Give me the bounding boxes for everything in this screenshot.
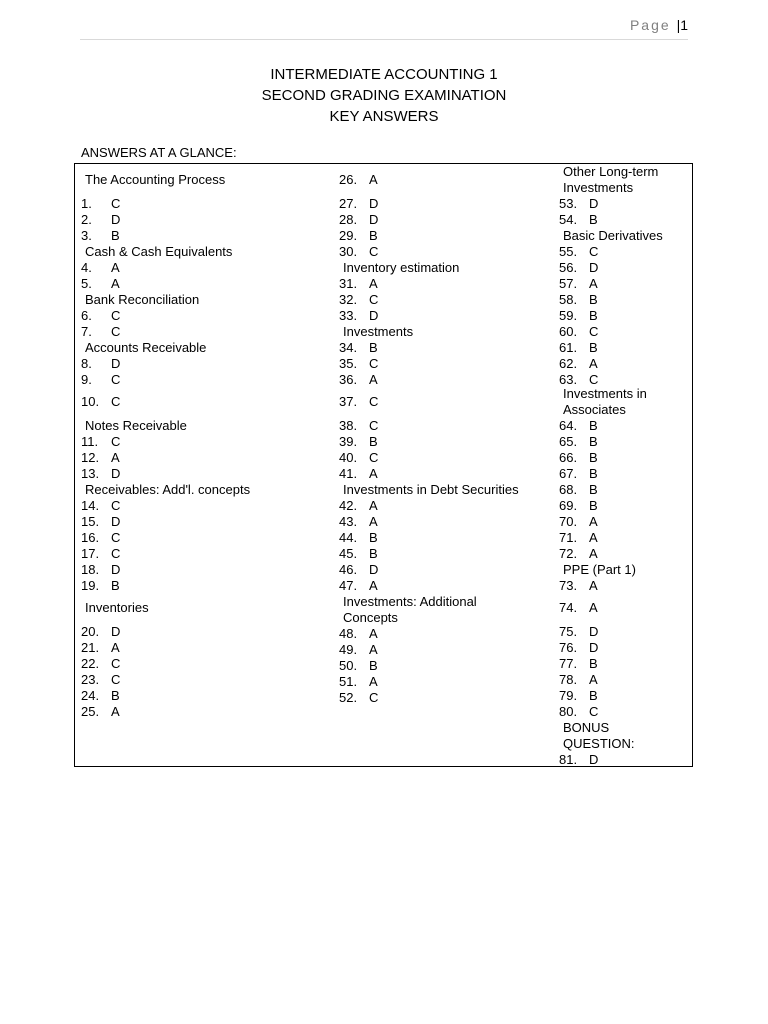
answer-item	[339, 514, 378, 530]
answer-letter: B	[111, 688, 120, 703]
question-number: 58.	[559, 292, 578, 307]
answer-item	[559, 260, 598, 276]
answer-letter: A	[369, 674, 378, 689]
question-number: 35.	[339, 356, 358, 371]
answer-letter: D	[589, 624, 599, 639]
answer-item	[81, 498, 120, 514]
answer-item	[81, 578, 120, 594]
answer-item	[339, 466, 378, 482]
answer-letter: A	[589, 514, 598, 529]
answer-item	[339, 674, 378, 690]
question-number: 70.	[559, 514, 578, 529]
answer-item	[559, 308, 598, 324]
section-heading: Inventories	[85, 600, 149, 615]
answer-letter: C	[369, 244, 379, 259]
question-number: 15.	[81, 514, 100, 529]
answer-letter: B	[111, 228, 120, 243]
question-number: 22.	[81, 656, 100, 671]
answer-table	[74, 163, 693, 767]
answer-letter: D	[589, 640, 599, 655]
answer-item	[81, 434, 120, 450]
answer-letter: B	[369, 530, 378, 545]
answer-item	[339, 340, 378, 356]
answer-item	[81, 704, 120, 720]
answer-item	[81, 546, 120, 562]
answer-letter: A	[111, 640, 120, 655]
question-number: 80.	[559, 704, 578, 719]
answer-item	[559, 498, 598, 514]
answer-item	[339, 356, 378, 372]
question-number: 46.	[339, 562, 358, 577]
question-number: 34.	[339, 340, 358, 355]
question-number: 12.	[81, 450, 100, 465]
question-number: 71.	[559, 530, 578, 545]
answer-letter: C	[369, 356, 379, 371]
answer-letter: D	[589, 260, 599, 275]
answer-letter: B	[589, 418, 598, 433]
title-line: SECOND GRADING EXAMINATION	[261, 87, 507, 104]
answer-item	[81, 228, 120, 244]
answer-item	[339, 434, 378, 450]
answer-letter: B	[589, 212, 598, 227]
question-number: 74.	[559, 600, 578, 615]
question-number: 4.	[81, 260, 92, 275]
answer-letter: B	[369, 546, 378, 561]
answer-letter: A	[369, 172, 378, 187]
section-label: ANSWERS AT A GLANCE:	[81, 145, 237, 160]
section-heading: Investments in Debt Securities	[343, 482, 519, 497]
answer-item	[559, 244, 598, 260]
answer-letter: A	[111, 450, 120, 465]
answer-item	[339, 562, 378, 578]
question-number: 40.	[339, 450, 358, 465]
title-line: INTERMEDIATE ACCOUNTING 1	[270, 66, 498, 83]
question-number: 51.	[339, 674, 358, 689]
question-number: 30.	[339, 244, 358, 259]
section-heading: BONUS	[563, 720, 610, 735]
answer-item	[559, 752, 598, 768]
question-number: 57.	[559, 276, 578, 291]
answer-item	[339, 394, 378, 410]
question-number: 69.	[559, 498, 578, 513]
question-number: 52.	[339, 690, 358, 705]
answer-letter: C	[111, 196, 121, 211]
answer-letter: B	[589, 466, 598, 481]
answer-letter: C	[369, 394, 379, 409]
answer-letter: A	[369, 466, 378, 481]
answer-item	[339, 196, 378, 212]
answer-item	[339, 658, 378, 674]
answer-item	[559, 196, 598, 212]
answer-letter: B	[589, 656, 598, 671]
page-header	[80, 17, 688, 40]
answer-letter: B	[111, 578, 120, 593]
answer-letter: C	[111, 498, 121, 513]
question-number: 79.	[559, 688, 578, 703]
answer-item	[559, 356, 598, 372]
question-number: 32.	[339, 292, 358, 307]
answer-letter: D	[111, 514, 121, 529]
page-number: 1	[680, 17, 688, 33]
answer-item	[559, 624, 598, 640]
section-heading: Receivables: Add'l. concepts	[85, 482, 251, 497]
question-number: 26.	[339, 172, 358, 187]
answer-item	[81, 656, 120, 672]
question-number: 65.	[559, 434, 578, 449]
answer-letter: A	[369, 514, 378, 529]
section-heading: QUESTION:	[563, 736, 635, 751]
question-number: 36.	[339, 372, 358, 387]
question-number: 61.	[559, 340, 578, 355]
question-number: 2.	[81, 212, 92, 227]
answer-letter: A	[369, 626, 378, 641]
question-number: 41.	[339, 466, 358, 481]
answer-letter: A	[589, 356, 598, 371]
answer-letter: D	[111, 466, 121, 481]
answer-item	[81, 450, 120, 466]
answer-item	[559, 276, 598, 292]
question-number: 3.	[81, 228, 92, 243]
question-number: 37.	[339, 394, 358, 409]
answer-item	[559, 292, 598, 308]
answer-letter: D	[111, 624, 121, 639]
question-number: 53.	[559, 196, 578, 211]
answer-letter: B	[589, 482, 598, 497]
answer-item	[559, 324, 598, 340]
answer-item	[339, 212, 378, 228]
answer-letter: B	[589, 340, 598, 355]
answer-letter: C	[369, 418, 379, 433]
section-heading: Basic Derivatives	[563, 228, 663, 243]
answer-letter: C	[111, 308, 121, 323]
answer-letter: A	[369, 578, 378, 593]
question-number: 38.	[339, 418, 358, 433]
question-number: 43.	[339, 514, 358, 529]
question-number: 16.	[81, 530, 100, 545]
answer-item	[81, 196, 120, 212]
question-number: 60.	[559, 324, 578, 339]
answer-item	[339, 498, 378, 514]
question-number: 67.	[559, 466, 578, 481]
section-heading: Concepts	[343, 610, 398, 625]
answer-letter: C	[111, 656, 121, 671]
answer-item	[339, 690, 378, 706]
answer-letter: A	[589, 578, 598, 593]
section-heading: Notes Receivable	[85, 418, 187, 433]
question-number: 14.	[81, 498, 100, 513]
question-number: 68.	[559, 482, 578, 497]
answer-item	[339, 308, 378, 324]
answer-item	[81, 394, 120, 410]
question-number: 62.	[559, 356, 578, 371]
answer-item	[559, 672, 598, 688]
answer-letter: C	[111, 434, 121, 449]
section-heading: PPE (Part 1)	[563, 562, 636, 577]
question-number: 17.	[81, 546, 100, 561]
question-number: 81.	[559, 752, 578, 767]
question-number: 63.	[559, 372, 578, 387]
answer-letter: A	[111, 276, 120, 291]
section-heading: Investments	[563, 180, 634, 195]
answer-item	[559, 704, 598, 720]
answer-item	[339, 276, 378, 292]
answer-item	[559, 482, 598, 498]
answer-item	[339, 228, 378, 244]
answer-item	[81, 308, 120, 324]
answer-letter: C	[589, 372, 599, 387]
answer-letter: D	[369, 562, 379, 577]
answer-item	[559, 600, 598, 616]
answer-letter: C	[369, 690, 379, 705]
question-number: 47.	[339, 578, 358, 593]
title-line: KEY ANSWERS	[329, 108, 439, 125]
question-number: 42.	[339, 498, 358, 513]
answer-letter: C	[111, 546, 121, 561]
answer-letter: B	[369, 228, 378, 243]
answer-letter: A	[369, 276, 378, 291]
question-number: 44.	[339, 530, 358, 545]
question-number: 25.	[81, 704, 100, 719]
question-number: 54.	[559, 212, 578, 227]
answer-item	[339, 578, 378, 594]
section-heading: Inventory estimation	[343, 260, 460, 275]
answer-item	[81, 212, 120, 228]
question-number: 72.	[559, 546, 578, 561]
answer-item	[559, 530, 598, 546]
question-number: 78.	[559, 672, 578, 687]
answer-letter: A	[369, 372, 378, 387]
answer-letter: B	[589, 688, 598, 703]
answer-item	[81, 260, 120, 276]
question-number: 10.	[81, 394, 100, 409]
question-number: 6.	[81, 308, 92, 323]
answer-item	[339, 292, 378, 308]
answer-letter: C	[111, 372, 121, 387]
answer-letter: B	[589, 434, 598, 449]
question-number: 39.	[339, 434, 358, 449]
answer-letter: A	[589, 672, 598, 687]
answer-item	[81, 356, 120, 372]
answer-letter: B	[369, 658, 378, 673]
answer-item	[81, 672, 120, 688]
answer-letter: C	[111, 394, 121, 409]
answer-item	[559, 514, 598, 530]
question-number: 23.	[81, 672, 100, 687]
answer-item	[339, 626, 378, 642]
answer-letter: A	[369, 642, 378, 657]
answer-item	[559, 546, 598, 562]
question-number: 55.	[559, 244, 578, 259]
answer-letter: C	[369, 450, 379, 465]
question-number: 29.	[339, 228, 358, 243]
answer-item	[559, 578, 598, 594]
section-heading: The Accounting Process	[85, 172, 226, 187]
answer-item	[559, 212, 598, 228]
answer-item	[559, 640, 598, 656]
answer-letter: A	[589, 530, 598, 545]
answer-letter: C	[369, 292, 379, 307]
answer-letter: A	[111, 704, 120, 719]
answer-letter: B	[369, 340, 378, 355]
section-heading: Cash & Cash Equivalents	[85, 244, 233, 259]
document-title	[0, 64, 768, 127]
answer-item	[339, 418, 378, 434]
answer-item	[559, 340, 598, 356]
answer-letter: B	[589, 308, 598, 323]
question-number: 49.	[339, 642, 358, 657]
answer-letter: D	[369, 212, 379, 227]
answer-letter: D	[111, 212, 121, 227]
page-separator: |	[676, 17, 681, 33]
answer-item	[339, 372, 378, 388]
question-number: 45.	[339, 546, 358, 561]
answer-letter: D	[589, 196, 599, 211]
answer-item	[339, 530, 378, 546]
question-number: 21.	[81, 640, 100, 655]
question-number: 27.	[339, 196, 358, 211]
section-heading: Bank Reconciliation	[85, 292, 200, 307]
answer-item	[81, 514, 120, 530]
answer-item	[559, 688, 598, 704]
question-number: 28.	[339, 212, 358, 227]
answer-letter: C	[589, 704, 599, 719]
answer-item	[81, 530, 120, 546]
question-number: 5.	[81, 276, 92, 291]
answer-letter: A	[111, 260, 120, 275]
question-number: 7.	[81, 324, 92, 339]
answer-item	[81, 372, 120, 388]
question-number: 48.	[339, 626, 358, 641]
answer-item	[559, 434, 598, 450]
question-number: 77.	[559, 656, 578, 671]
answer-item	[81, 640, 120, 656]
answer-letter: C	[589, 244, 599, 259]
answer-letter: A	[589, 600, 598, 615]
answer-item	[339, 244, 378, 260]
question-number: 8.	[81, 356, 92, 371]
section-heading: Other Long-term	[563, 164, 659, 179]
question-number: 13.	[81, 466, 100, 481]
answer-letter: B	[589, 292, 598, 307]
question-number: 33.	[339, 308, 358, 323]
question-number: 24.	[81, 688, 100, 703]
answer-item	[339, 450, 378, 466]
section-heading: Associates	[563, 402, 626, 417]
answer-letter: B	[589, 498, 598, 513]
question-number: 75.	[559, 624, 578, 639]
answer-letter: D	[111, 562, 121, 577]
answer-item	[339, 546, 378, 562]
question-number: 9.	[81, 372, 92, 387]
answer-letter: A	[369, 498, 378, 513]
answer-item	[339, 172, 378, 188]
answer-letter: B	[369, 434, 378, 449]
answer-letter: D	[369, 196, 379, 211]
question-number: 31.	[339, 276, 358, 291]
answer-item	[81, 466, 120, 482]
page-label: Page	[629, 17, 671, 33]
answer-letter: B	[589, 450, 598, 465]
section-heading: Accounts Receivable	[85, 340, 207, 355]
section-heading: Investments: Additional	[343, 594, 477, 609]
question-number: 11.	[81, 434, 99, 449]
answer-letter: A	[589, 276, 598, 291]
answer-letter: D	[111, 356, 121, 371]
answer-letter: C	[111, 672, 121, 687]
question-number: 56.	[559, 260, 578, 275]
question-number: 64.	[559, 418, 578, 433]
answer-letter: C	[111, 530, 121, 545]
question-number: 18.	[81, 562, 100, 577]
question-number: 76.	[559, 640, 578, 655]
answer-letter: A	[589, 546, 598, 561]
answer-item	[81, 562, 120, 578]
answer-letter: D	[589, 752, 599, 767]
answer-item	[559, 656, 598, 672]
answer-item	[81, 688, 120, 704]
answer-item	[339, 642, 378, 658]
question-number: 1.	[81, 196, 92, 211]
answer-letter: C	[589, 324, 599, 339]
answer-letter: C	[111, 324, 121, 339]
answer-letter: D	[369, 308, 379, 323]
answer-item	[81, 276, 120, 292]
answer-item	[559, 418, 598, 434]
answer-item	[81, 624, 120, 640]
question-number: 50.	[339, 658, 358, 673]
question-number: 73.	[559, 578, 578, 593]
question-number: 19.	[81, 578, 100, 593]
section-heading: Investments	[343, 324, 414, 339]
question-number: 59.	[559, 308, 578, 323]
answer-item	[81, 324, 120, 340]
answer-item	[559, 466, 598, 482]
question-number: 20.	[81, 624, 100, 639]
question-number: 66.	[559, 450, 578, 465]
section-heading: Investments in	[563, 386, 647, 401]
answer-item	[559, 450, 598, 466]
